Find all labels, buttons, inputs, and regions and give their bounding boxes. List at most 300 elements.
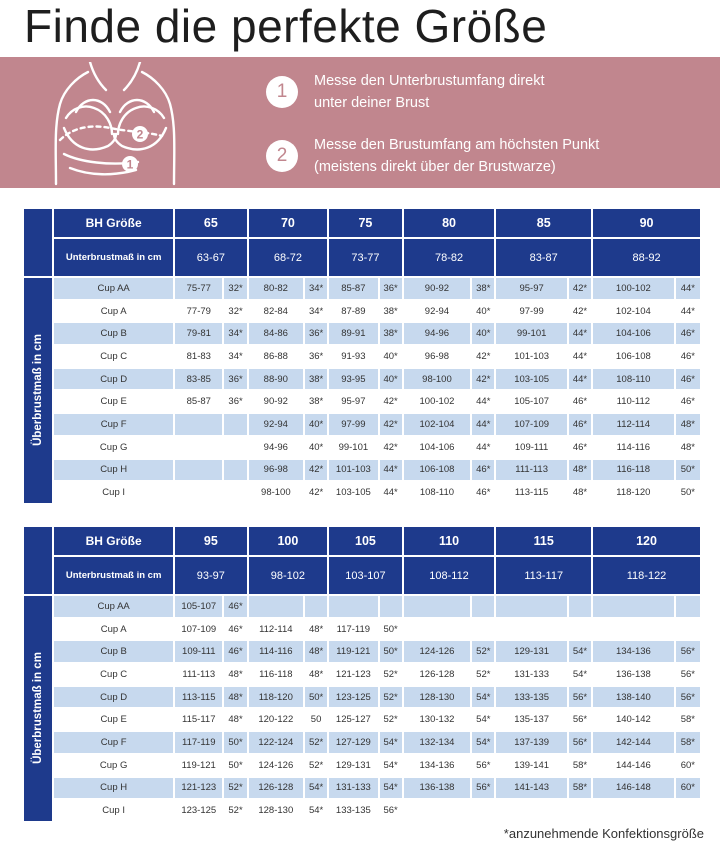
size-table-1 [22, 207, 702, 505]
clothing-size: 56* [472, 755, 494, 776]
clothing-size: 42* [380, 414, 402, 435]
step-2-text: Messe den Brustumfang am höchsten Punkt (meistens direkt über der Brustwarze) [314, 137, 600, 175]
overbust-range: 113-115 [175, 687, 222, 708]
band-size-header: 110 [404, 527, 495, 555]
clothing-size [472, 619, 494, 640]
clothing-size: 54* [380, 732, 402, 753]
overbust-range: 146-148 [593, 778, 674, 799]
clothing-size: 56* [569, 709, 591, 730]
band-size-header: 115 [496, 527, 591, 555]
overbust-range [496, 596, 567, 617]
overbust-range: 109-111 [496, 437, 567, 458]
header-row-underbust [24, 239, 700, 276]
clothing-size: 44* [472, 437, 494, 458]
overbust-range: 104-106 [404, 437, 471, 458]
overbust-range [175, 437, 222, 458]
clothing-size: 48* [305, 641, 327, 662]
step-2-number: 2 [266, 140, 298, 172]
cup-label: Cup AA [54, 278, 173, 299]
overbust-range: 134-136 [404, 755, 471, 776]
table-row [24, 619, 700, 640]
overbust-range: 103-105 [329, 482, 377, 503]
clothing-size: 46* [472, 460, 494, 481]
overbust-range: 141-143 [496, 778, 567, 799]
overbust-range: 101-103 [329, 460, 377, 481]
overbust-range: 126-128 [404, 664, 471, 685]
clothing-size: 56* [380, 800, 402, 821]
clothing-size: 50* [224, 732, 246, 753]
cup-label: Cup F [54, 732, 173, 753]
clothing-size: 54* [305, 800, 327, 821]
overbust-range: 100-102 [404, 391, 471, 412]
clothing-size: 42* [380, 437, 402, 458]
clothing-size: 50* [380, 641, 402, 662]
clothing-size: 48* [305, 664, 327, 685]
clothing-size: 56* [569, 687, 591, 708]
overbust-range: 142-144 [593, 732, 674, 753]
overbust-range: 85-87 [175, 391, 222, 412]
overbust-range: 79-81 [175, 323, 222, 344]
clothing-size: 52* [380, 664, 402, 685]
overbust-range: 118-120 [593, 482, 674, 503]
clothing-size [569, 596, 591, 617]
cup-label: Cup E [54, 709, 173, 730]
clothing-size: 34* [305, 301, 327, 322]
underbust-range: 103-107 [329, 557, 402, 594]
overbust-range: 116-118 [593, 460, 674, 481]
overbust-range: 105-107 [175, 596, 222, 617]
overbust-range: 115-117 [175, 709, 222, 730]
overbust-range: 112-114 [593, 414, 674, 435]
corner-cell [24, 209, 52, 276]
overbust-range: 128-130 [249, 800, 303, 821]
underbust-range: 83-87 [496, 239, 591, 276]
overbust-range: 119-121 [175, 755, 222, 776]
overbust-range: 127-129 [329, 732, 377, 753]
clothing-size [472, 596, 494, 617]
table-row [24, 709, 700, 730]
overbust-range: 123-125 [175, 800, 222, 821]
clothing-size: 46* [472, 482, 494, 503]
clothing-size [676, 596, 700, 617]
overbust-range: 82-84 [249, 301, 303, 322]
underbust-range: 113-117 [496, 557, 591, 594]
underbust-range: 63-67 [175, 239, 247, 276]
overbust-range: 84-86 [249, 323, 303, 344]
clothing-size [569, 800, 591, 821]
clothing-size: 50* [676, 482, 700, 503]
clothing-size: 42* [472, 346, 494, 367]
clothing-size: 56* [569, 732, 591, 753]
overbust-range: 102-104 [593, 301, 674, 322]
clothing-size: 50* [380, 619, 402, 640]
table-row [24, 460, 700, 481]
overbust-range: 137-139 [496, 732, 567, 753]
clothing-size: 48* [569, 482, 591, 503]
overbust-range: 125-127 [329, 709, 377, 730]
overbust-range: 140-142 [593, 709, 674, 730]
overbust-axis-label [24, 596, 52, 821]
overbust-range: 101-103 [496, 346, 567, 367]
overbust-range [175, 414, 222, 435]
overbust-range: 136-138 [593, 664, 674, 685]
clothing-size: 52* [305, 755, 327, 776]
clothing-size [472, 800, 494, 821]
clothing-size: 48* [224, 664, 246, 685]
band-size-header: 90 [593, 209, 700, 237]
overbust-range: 129-131 [329, 755, 377, 776]
overbust-range: 75-77 [175, 278, 222, 299]
clothing-size: 34* [305, 278, 327, 299]
overbust-range: 135-137 [496, 709, 567, 730]
overbust-range: 81-83 [175, 346, 222, 367]
footnote: *anzunehmende Konfektionsgröße [503, 826, 704, 841]
clothing-size: 52* [472, 641, 494, 662]
clothing-size [569, 619, 591, 640]
overbust-range: 99-101 [496, 323, 567, 344]
overbust-range: 96-98 [404, 346, 471, 367]
clothing-size: 54* [569, 664, 591, 685]
overbust-range: 110-112 [593, 391, 674, 412]
overbust-range: 120-122 [249, 709, 303, 730]
table-row [24, 778, 700, 799]
underbust-range: 108-112 [404, 557, 495, 594]
overbust-range: 109-111 [175, 641, 222, 662]
overbust-range: 111-113 [496, 460, 567, 481]
band-size-header: 65 [175, 209, 247, 237]
overbust-range: 93-95 [329, 369, 377, 390]
cup-label: Cup E [54, 391, 173, 412]
clothing-size: 42* [472, 369, 494, 390]
clothing-size: 60* [676, 778, 700, 799]
underbust-range: 68-72 [249, 239, 328, 276]
overbust-range: 107-109 [496, 414, 567, 435]
overbust-range: 89-91 [329, 323, 377, 344]
cup-label: Cup D [54, 687, 173, 708]
table-row [24, 482, 700, 503]
clothing-size [305, 596, 327, 617]
cup-label: Cup C [54, 346, 173, 367]
header-row-size [24, 209, 700, 237]
overbust-range: 90-92 [249, 391, 303, 412]
clothing-size: 56* [472, 778, 494, 799]
overbust-range: 136-138 [404, 778, 471, 799]
cup-label: Cup A [54, 301, 173, 322]
marker-1: 1 [126, 157, 134, 172]
table-row [24, 755, 700, 776]
clothing-size: 36* [305, 323, 327, 344]
clothing-size: 48* [569, 460, 591, 481]
overbust-label-text: Überbrustmaß in cm [32, 652, 45, 765]
clothing-size: 54* [569, 641, 591, 662]
bh-size-label: BH Größe [54, 527, 173, 555]
marker-2: 2 [136, 127, 144, 142]
clothing-size: 48* [224, 709, 246, 730]
table-row [24, 346, 700, 367]
corner-cell [24, 527, 52, 594]
overbust-range: 86-88 [249, 346, 303, 367]
overbust-range: 117-119 [175, 732, 222, 753]
clothing-size [224, 437, 246, 458]
clothing-size: 56* [676, 687, 700, 708]
clothing-size: 46* [224, 596, 246, 617]
clothing-size: 40* [472, 323, 494, 344]
clothing-size: 54* [380, 778, 402, 799]
table-row [24, 732, 700, 753]
band-size-header: 80 [404, 209, 495, 237]
overbust-range: 95-97 [496, 278, 567, 299]
overbust-range: 144-146 [593, 755, 674, 776]
overbust-range: 133-135 [496, 687, 567, 708]
underbust-range: 78-82 [404, 239, 495, 276]
band-size-header: 120 [593, 527, 700, 555]
clothing-size: 40* [305, 437, 327, 458]
clothing-size: 46* [676, 391, 700, 412]
clothing-size: 48* [676, 437, 700, 458]
clothing-size: 54* [472, 687, 494, 708]
table-row [24, 800, 700, 821]
bh-size-label: BH Größe [54, 209, 173, 237]
clothing-size: 58* [569, 755, 591, 776]
overbust-range [593, 619, 674, 640]
band-size-header: 95 [175, 527, 247, 555]
clothing-size: 34* [224, 346, 246, 367]
clothing-size: 58* [676, 732, 700, 753]
underbust-range: 88-92 [593, 239, 700, 276]
cup-label: Cup F [54, 414, 173, 435]
clothing-size: 44* [472, 391, 494, 412]
overbust-range: 106-108 [404, 460, 471, 481]
clothing-size: 48* [224, 687, 246, 708]
overbust-range: 114-116 [593, 437, 674, 458]
overbust-range: 132-134 [404, 732, 471, 753]
clothing-size [224, 460, 246, 481]
overbust-range: 106-108 [593, 346, 674, 367]
overbust-range: 130-132 [404, 709, 471, 730]
overbust-range: 103-105 [496, 369, 567, 390]
clothing-size: 56* [676, 641, 700, 662]
clothing-size: 34* [224, 323, 246, 344]
overbust-range: 124-126 [249, 755, 303, 776]
clothing-size: 36* [380, 278, 402, 299]
clothing-size: 50* [305, 687, 327, 708]
overbust-range: 129-131 [496, 641, 567, 662]
table-row [24, 301, 700, 322]
clothing-size [224, 414, 246, 435]
overbust-range: 98-100 [249, 482, 303, 503]
size-table-2 [22, 525, 702, 823]
clothing-size: 54* [472, 732, 494, 753]
clothing-size: 44* [380, 482, 402, 503]
overbust-range: 122-124 [249, 732, 303, 753]
clothing-size: 52* [224, 800, 246, 821]
cup-label: Cup D [54, 369, 173, 390]
clothing-size: 50 [305, 709, 327, 730]
overbust-range: 131-133 [496, 664, 567, 685]
clothing-size: 46* [569, 391, 591, 412]
overbust-axis-label [24, 278, 52, 503]
cup-label: Cup B [54, 641, 173, 662]
overbust-range: 97-99 [496, 301, 567, 322]
cup-label: Cup A [54, 619, 173, 640]
clothing-size: 52* [380, 709, 402, 730]
clothing-size: 50* [676, 460, 700, 481]
overbust-range: 108-110 [593, 369, 674, 390]
overbust-range: 99-101 [329, 437, 377, 458]
clothing-size [676, 619, 700, 640]
table-row [24, 641, 700, 662]
clothing-size: 42* [569, 301, 591, 322]
overbust-range: 113-115 [496, 482, 567, 503]
header-row-underbust [24, 557, 700, 594]
overbust-range: 114-116 [249, 641, 303, 662]
overbust-range: 97-99 [329, 414, 377, 435]
clothing-size: 52* [305, 732, 327, 753]
overbust-range: 128-130 [404, 687, 471, 708]
table-row [24, 437, 700, 458]
clothing-size: 46* [676, 346, 700, 367]
cup-label: Cup G [54, 755, 173, 776]
overbust-range: 139-141 [496, 755, 567, 776]
overbust-range: 104-106 [593, 323, 674, 344]
overbust-range [329, 596, 377, 617]
clothing-size: 32* [224, 301, 246, 322]
clothing-size: 44* [676, 278, 700, 299]
clothing-size [676, 800, 700, 821]
underbust-range: 118-122 [593, 557, 700, 594]
cup-label: Cup H [54, 460, 173, 481]
overbust-range: 91-93 [329, 346, 377, 367]
clothing-size: 46* [224, 641, 246, 662]
clothing-size: 46* [569, 437, 591, 458]
overbust-range: 94-96 [249, 437, 303, 458]
clothing-size: 60* [676, 755, 700, 776]
overbust-label-text: Überbrustmaß in cm [32, 334, 45, 447]
clothing-size: 54* [380, 755, 402, 776]
clothing-size: 38* [472, 278, 494, 299]
overbust-range: 77-79 [175, 301, 222, 322]
overbust-range: 118-120 [249, 687, 303, 708]
cup-label: Cup H [54, 778, 173, 799]
clothing-size: 38* [305, 391, 327, 412]
overbust-range: 88-90 [249, 369, 303, 390]
table-row [24, 369, 700, 390]
table-row [24, 391, 700, 412]
clothing-size [380, 596, 402, 617]
overbust-range: 108-110 [404, 482, 471, 503]
overbust-range [175, 482, 222, 503]
clothing-size: 54* [305, 778, 327, 799]
cup-label: Cup B [54, 323, 173, 344]
clothing-size: 40* [380, 369, 402, 390]
clothing-size: 48* [676, 414, 700, 435]
band-size-header: 75 [329, 209, 402, 237]
clothing-size: 40* [380, 346, 402, 367]
clothing-size: 52* [224, 778, 246, 799]
clothing-size: 42* [305, 460, 327, 481]
overbust-range: 98-100 [404, 369, 471, 390]
overbust-range [404, 596, 471, 617]
page-title: Finde die perfekte Größe [24, 0, 548, 52]
overbust-range: 105-107 [496, 391, 567, 412]
overbust-range: 102-104 [404, 414, 471, 435]
cup-label: Cup I [54, 800, 173, 821]
overbust-range: 92-94 [249, 414, 303, 435]
overbust-range [593, 800, 674, 821]
overbust-range [593, 596, 674, 617]
clothing-size: 40* [472, 301, 494, 322]
overbust-range [404, 800, 471, 821]
overbust-range: 90-92 [404, 278, 471, 299]
overbust-range: 80-82 [249, 278, 303, 299]
overbust-range: 133-135 [329, 800, 377, 821]
overbust-range: 131-133 [329, 778, 377, 799]
step-2 [266, 134, 599, 178]
clothing-size: 46* [676, 323, 700, 344]
clothing-size: 48* [305, 619, 327, 640]
clothing-size: 44* [676, 301, 700, 322]
overbust-range: 107-109 [175, 619, 222, 640]
overbust-range: 85-87 [329, 278, 377, 299]
overbust-range: 96-98 [249, 460, 303, 481]
overbust-range [404, 619, 471, 640]
clothing-size: 42* [380, 391, 402, 412]
header-row-size [24, 527, 700, 555]
band-size-header: 100 [249, 527, 328, 555]
clothing-size: 56* [676, 664, 700, 685]
clothing-size [224, 482, 246, 503]
clothing-size: 40* [305, 414, 327, 435]
clothing-size: 32* [224, 278, 246, 299]
clothing-size: 50* [224, 755, 246, 776]
clothing-size: 36* [224, 369, 246, 390]
overbust-range: 92-94 [404, 301, 471, 322]
cup-label: Cup C [54, 664, 173, 685]
clothing-size: 58* [676, 709, 700, 730]
clothing-size: 52* [380, 687, 402, 708]
table-row [24, 278, 700, 299]
step-1 [266, 70, 545, 114]
overbust-range: 117-119 [329, 619, 377, 640]
clothing-size: 58* [569, 778, 591, 799]
overbust-range: 123-125 [329, 687, 377, 708]
clothing-size: 46* [569, 414, 591, 435]
band-size-header: 105 [329, 527, 402, 555]
overbust-range: 121-123 [329, 664, 377, 685]
clothing-size: 44* [380, 460, 402, 481]
table-row [24, 664, 700, 685]
overbust-range [496, 619, 567, 640]
clothing-size: 46* [676, 369, 700, 390]
band-size-header: 70 [249, 209, 328, 237]
overbust-range: 134-136 [593, 641, 674, 662]
clothing-size: 44* [569, 369, 591, 390]
table-row [24, 596, 700, 617]
overbust-range [175, 460, 222, 481]
clothing-size: 54* [472, 709, 494, 730]
overbust-range: 100-102 [593, 278, 674, 299]
clothing-size: 38* [380, 323, 402, 344]
underbust-label: Unterbrustmaß in cm [54, 557, 173, 594]
overbust-range: 119-121 [329, 641, 377, 662]
step-1-number: 1 [266, 76, 298, 108]
overbust-range: 95-97 [329, 391, 377, 412]
clothing-size: 44* [472, 414, 494, 435]
underbust-range: 93-97 [175, 557, 247, 594]
clothing-size: 38* [305, 369, 327, 390]
overbust-range: 121-123 [175, 778, 222, 799]
clothing-size: 38* [380, 301, 402, 322]
